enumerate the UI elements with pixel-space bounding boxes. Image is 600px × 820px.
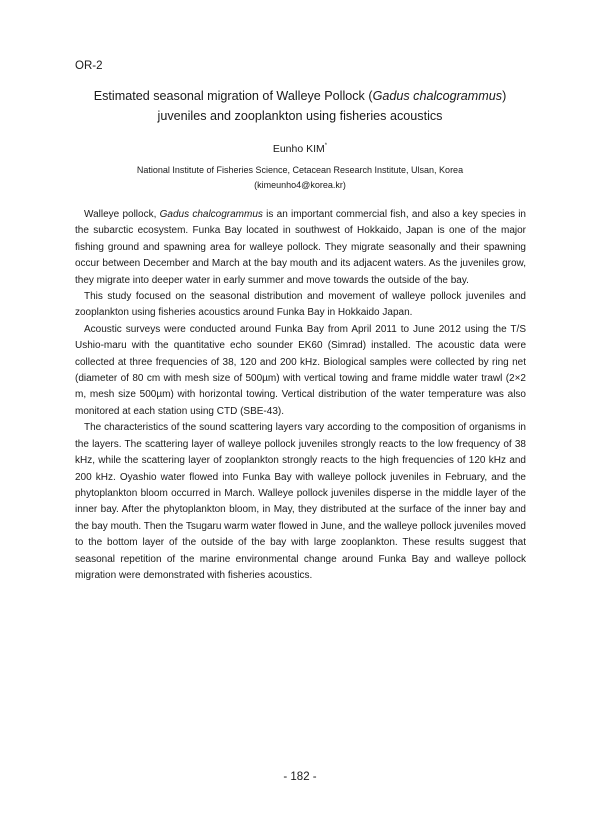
abstract-paragraph-3: Acoustic surveys were conducted around Funka Bay from April 2011 to June 2012 using the T/S Ushio-maru with the quantitative echo sounder EK60 (Simrad) installed. The acoustic data were collected at three frequencies of 38, 120 and 200 kHz. Biological samples were collected by ring net (diameter of 80 cm with mesh size of 500µm) with vertical towing and frame middle water trawl (2×2 m, mesh size 500µm) with horizontal towing. Vertical distribution of the water temperature was also monitored at each station using CTD (SBE-43). [75,323,526,417]
title-text-post: ) [502,89,507,103]
author-name: Eunho KIM [272,143,325,155]
affiliation-block [0,163,600,193]
abstract-paragraph-2: This study focused on the seasonal distribution and movement of walleye pollock juveniles and zooplankton using fisheries acoustics around Funka Bay in Hokkaido Japan. [75,291,526,319]
paragraph-1-pre: Walleye pollock, [84,209,160,220]
species-name: Gadus chalcogrammus [159,209,263,220]
paper-title [60,86,540,126]
title-text-pre: Estimated seasonal migration of Walleye Pollock ( [93,89,373,103]
title-line-2: juveniles and zooplankton using fisheries acoustics [157,109,443,123]
session-code: OR-2 [75,60,103,72]
title-species-name: Gadus chalcogrammus [372,89,503,103]
corresponding-author-mark: * [324,143,328,149]
paragraph-1-post: is an important commercial fish, and also a key species in the subarctic ecosystem. Funka Bay located in southwest of Hokkaido, Japan is one of the major fishing ground and spawning area for walleye pollock. They migrate seasonally and their spawning occur between December and March at the bay mouth and its adjacent waters. As the juveniles grow, they migrate into deeper water in early summer and move towards the outside of the bay. [75,209,526,286]
author-line [0,143,600,155]
abstract-body [75,207,526,584]
affiliation-institute: National Institute of Fisheries Science, Cetacean Research Institute, Ulsan, Korea [136,165,464,175]
title-line-1 [60,86,540,106]
abstract-paragraph-1 [75,207,526,289]
abstract-paragraph-4: The characteristics of the sound scattering layers vary according to the composition of organisms in the layers. The scattering layer of walleye pollock juveniles strongly reacts to the low frequency of 38 kHz, while the scattering layer of zooplankton strongly reacts to the high frequencies of 120 kHz and 200 kHz. Oyashio water flowed into Funka Bay with walleye pollock juveniles in February, and the phytoplankton bloom occurred in March. Walleye pollock juveniles disperse in the middle layer of the inner bay. After the phytoplankton bloom, in May, they distributed at the surface of the inner bay and the bay mouth. Then the Tsugaru warm water flowed in June, and the walleye pollock juveniles moved to the bottom layer of the outside of the bay with large zooplankton. These results suggest that seasonal repetition of the marine environmental change around Funka Bay and walleye pollock migration were demonstrated with fisheries acoustics. [75,422,526,581]
page-number: - 182 - [283,771,317,783]
author-email: (kimeunho4@korea.kr) [254,180,346,190]
